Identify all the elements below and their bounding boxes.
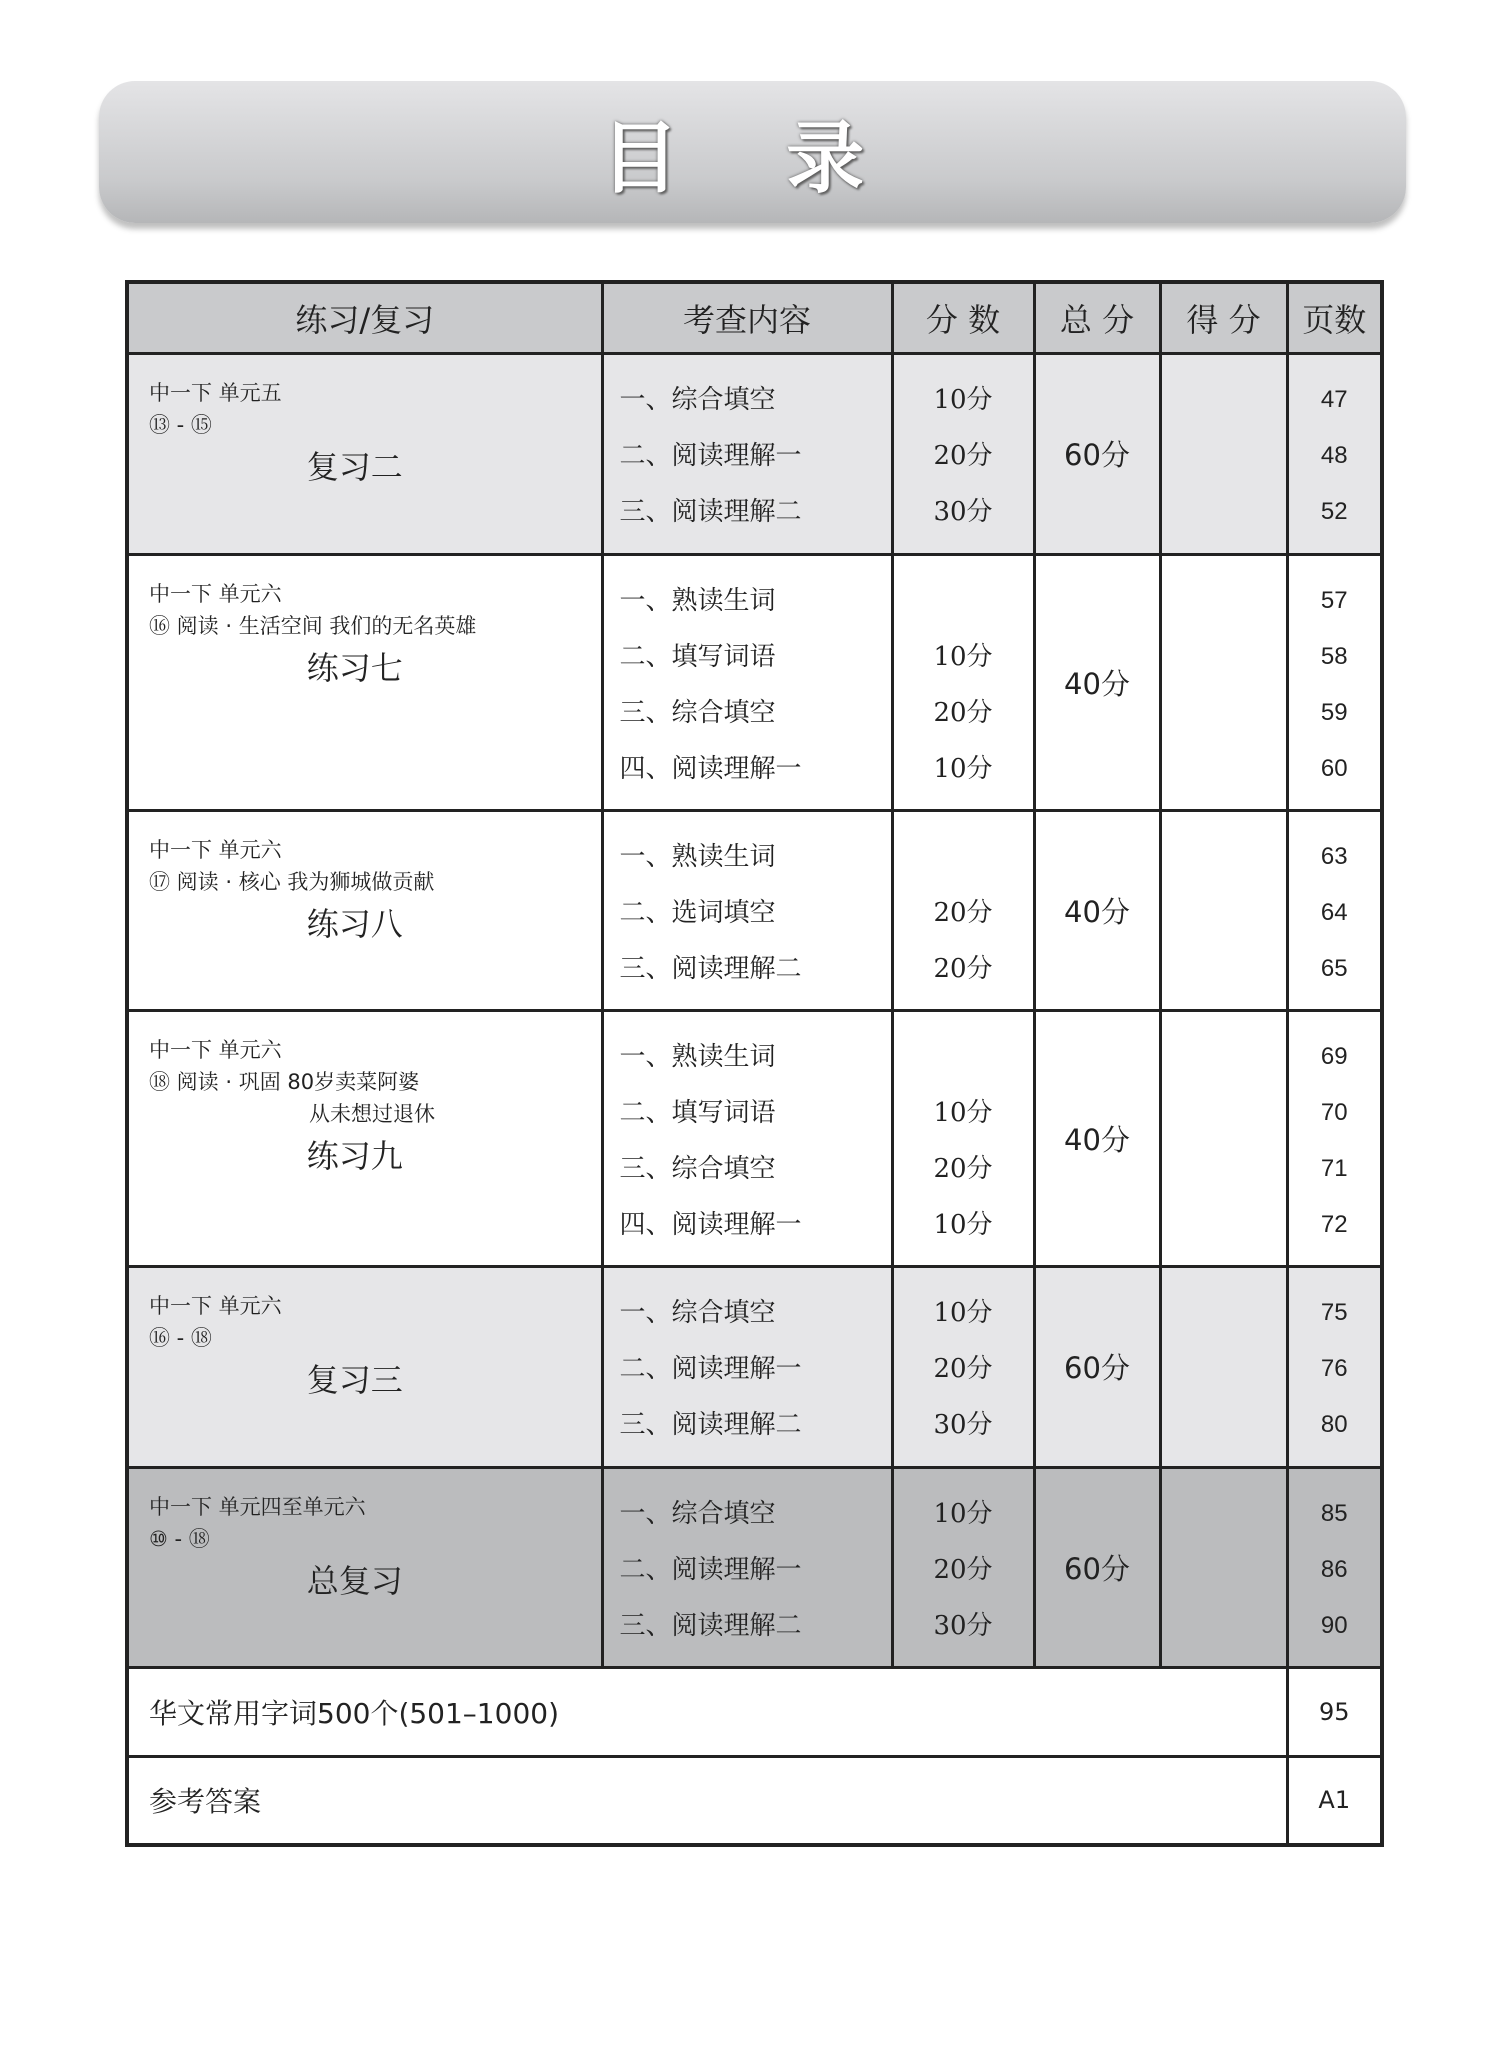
exercise-cell [127, 353, 602, 554]
score-value: 20分 [933, 697, 993, 728]
table-row[interactable] [127, 353, 1382, 554]
exercise-cell [127, 810, 602, 1010]
score-cell [892, 554, 1034, 810]
exercise-cell [127, 1467, 602, 1667]
content-item: 一、熟读生词 [619, 841, 776, 872]
table-row[interactable] [127, 1667, 1382, 1756]
unit-label: 中一下 单元四至单元六 [149, 1494, 366, 1519]
lesson-label: ⑯ - ⑱ [149, 1325, 212, 1350]
unit-label: 中一下 单元五 [149, 380, 282, 405]
page-number: 86 [1320, 1555, 1348, 1583]
content-item: 三、综合填空 [619, 1153, 776, 1184]
exercise-cell [127, 1010, 602, 1266]
page-number: 63 [1320, 842, 1348, 870]
content-cell [602, 1010, 892, 1266]
page-number: 75 [1320, 1298, 1348, 1326]
lesson-label: ⑬ - ⑮ [149, 412, 212, 437]
title-banner [99, 81, 1406, 223]
score-value: 20分 [933, 440, 993, 471]
score-cell [892, 810, 1034, 1010]
obtained-score-field[interactable] [1160, 1010, 1287, 1266]
content-cell [602, 554, 892, 810]
unit-label: 中一下 单元六 [149, 837, 282, 862]
contents-table [125, 280, 1384, 1847]
page-number: 71 [1320, 1154, 1348, 1182]
content-item: 二、阅读理解一 [619, 440, 802, 471]
table-row[interactable] [127, 1010, 1382, 1266]
score-value: 20分 [933, 953, 993, 984]
lesson-label: ⑱ 阅读 · 巩固 80岁卖菜阿婆 [149, 1069, 420, 1094]
score-value: 10分 [933, 753, 993, 784]
score-value: 20分 [933, 1554, 993, 1585]
score-value [894, 573, 1033, 629]
table-row[interactable] [127, 1266, 1382, 1467]
page-cell [1287, 1467, 1382, 1667]
header-exercise: 练习/复习 [127, 282, 602, 353]
exercise-name: 总复习 [306, 1561, 403, 1600]
page-title: 目 录 [600, 114, 905, 204]
content-cell [602, 353, 892, 554]
content-cell [602, 1266, 892, 1467]
lesson-label-2: 从未想过退休 [309, 1101, 435, 1126]
page-cell [1287, 1266, 1382, 1467]
content-item: 三、阅读理解二 [619, 496, 802, 527]
page-number: 85 [1320, 1499, 1348, 1527]
obtained-score-field[interactable] [1160, 353, 1287, 554]
obtained-score-field[interactable] [1160, 810, 1287, 1010]
content-item: 一、综合填空 [619, 384, 776, 415]
exercise-name: 复习三 [306, 1360, 403, 1399]
page-number: 70 [1320, 1098, 1348, 1126]
score-value: 30分 [933, 1610, 993, 1641]
exercise-name: 练习八 [306, 904, 403, 943]
score-value: 30分 [933, 1409, 993, 1440]
exercise-name: 练习九 [306, 1136, 403, 1175]
content-item: 三、阅读理解二 [619, 1610, 802, 1641]
table-row[interactable] [127, 1467, 1382, 1667]
score-value: 20分 [933, 1153, 993, 1184]
page-number: 95 [1287, 1667, 1382, 1756]
page-cell [1287, 353, 1382, 554]
content-item: 三、阅读理解二 [619, 953, 802, 984]
content-cell [602, 810, 892, 1010]
content-item: 一、熟读生词 [619, 1041, 776, 1072]
page-number: 59 [1320, 698, 1348, 726]
score-value: 10分 [933, 384, 993, 415]
score-value: 10分 [933, 1097, 993, 1128]
score-value: 20分 [933, 897, 993, 928]
header-total: 总 分 [1034, 282, 1160, 353]
unit-label: 中一下 单元六 [149, 581, 282, 606]
extra-label: 参考答案 [127, 1756, 1287, 1845]
exercise-name: 练习七 [306, 648, 403, 687]
total-score: 40分 [1034, 1010, 1160, 1266]
obtained-score-field[interactable] [1160, 1266, 1287, 1467]
score-cell [892, 353, 1034, 554]
score-cell [892, 1010, 1034, 1266]
page-number: 47 [1320, 385, 1348, 413]
unit-label: 中一下 单元六 [149, 1293, 282, 1318]
score-value: 30分 [933, 496, 993, 527]
page-number: 72 [1320, 1210, 1348, 1238]
obtained-score-field[interactable] [1160, 1467, 1287, 1667]
score-value [894, 829, 1033, 885]
content-item: 二、选词填空 [619, 897, 776, 928]
page-cell [1287, 554, 1382, 810]
content-item: 四、阅读理解一 [619, 1209, 802, 1240]
score-value: 10分 [933, 1297, 993, 1328]
score-value: 10分 [933, 1498, 993, 1529]
page-cell [1287, 1010, 1382, 1266]
table-row[interactable] [127, 1756, 1382, 1845]
page-number: A1 [1287, 1756, 1382, 1845]
table-header [127, 282, 1382, 353]
score-value: 20分 [933, 1353, 993, 1384]
page-number: 58 [1320, 642, 1348, 670]
exercise-name: 复习二 [306, 447, 403, 486]
page-number: 52 [1320, 497, 1348, 525]
total-score: 40分 [1034, 810, 1160, 1010]
unit-label: 中一下 单元六 [149, 1037, 282, 1062]
content-item: 三、综合填空 [619, 697, 776, 728]
lesson-label: ⑯ 阅读 · 生活空间 我们的无名英雄 [149, 613, 477, 638]
lesson-label: ⑩ - ⑱ [149, 1526, 210, 1551]
exercise-cell [127, 1266, 602, 1467]
page-number: 64 [1320, 898, 1348, 926]
score-value: 10分 [933, 641, 993, 672]
extra-label: 华文常用字词500个(501–1000) [127, 1667, 1287, 1756]
content-item: 一、综合填空 [619, 1498, 776, 1529]
header-obtained: 得 分 [1160, 282, 1287, 353]
score-cell [892, 1467, 1034, 1667]
header-score: 分 数 [892, 282, 1034, 353]
content-item: 二、填写词语 [619, 1097, 776, 1128]
content-item: 四、阅读理解一 [619, 753, 802, 784]
page-number: 57 [1320, 586, 1348, 614]
content-item: 一、熟读生词 [619, 585, 776, 616]
table-row[interactable] [127, 810, 1382, 1010]
content-item: 二、填写词语 [619, 641, 776, 672]
score-value [894, 1029, 1033, 1085]
content-item: 二、阅读理解一 [619, 1353, 802, 1384]
page-number: 69 [1320, 1042, 1348, 1070]
total-score: 40分 [1034, 554, 1160, 810]
header-content: 考查内容 [602, 282, 892, 353]
total-score: 60分 [1034, 1467, 1160, 1667]
score-value: 10分 [933, 1209, 993, 1240]
obtained-score-field[interactable] [1160, 554, 1287, 810]
content-item: 一、综合填空 [619, 1297, 776, 1328]
page-cell [1287, 810, 1382, 1010]
total-score: 60分 [1034, 1266, 1160, 1467]
content-item: 二、阅读理解一 [619, 1554, 802, 1585]
page-number: 76 [1320, 1354, 1348, 1382]
exercise-cell [127, 554, 602, 810]
page-number: 48 [1320, 441, 1348, 469]
header-page: 页数 [1287, 282, 1382, 353]
total-score: 60分 [1034, 353, 1160, 554]
page-number: 65 [1320, 954, 1348, 982]
lesson-label: ⑰ 阅读 · 核心 我为狮城做贡献 [149, 869, 435, 894]
page-number: 60 [1320, 754, 1348, 782]
page-number: 80 [1320, 1410, 1348, 1438]
table-row[interactable] [127, 554, 1382, 810]
page-number: 90 [1320, 1611, 1348, 1639]
score-cell [892, 1266, 1034, 1467]
content-item: 三、阅读理解二 [619, 1409, 802, 1440]
content-cell [602, 1467, 892, 1667]
